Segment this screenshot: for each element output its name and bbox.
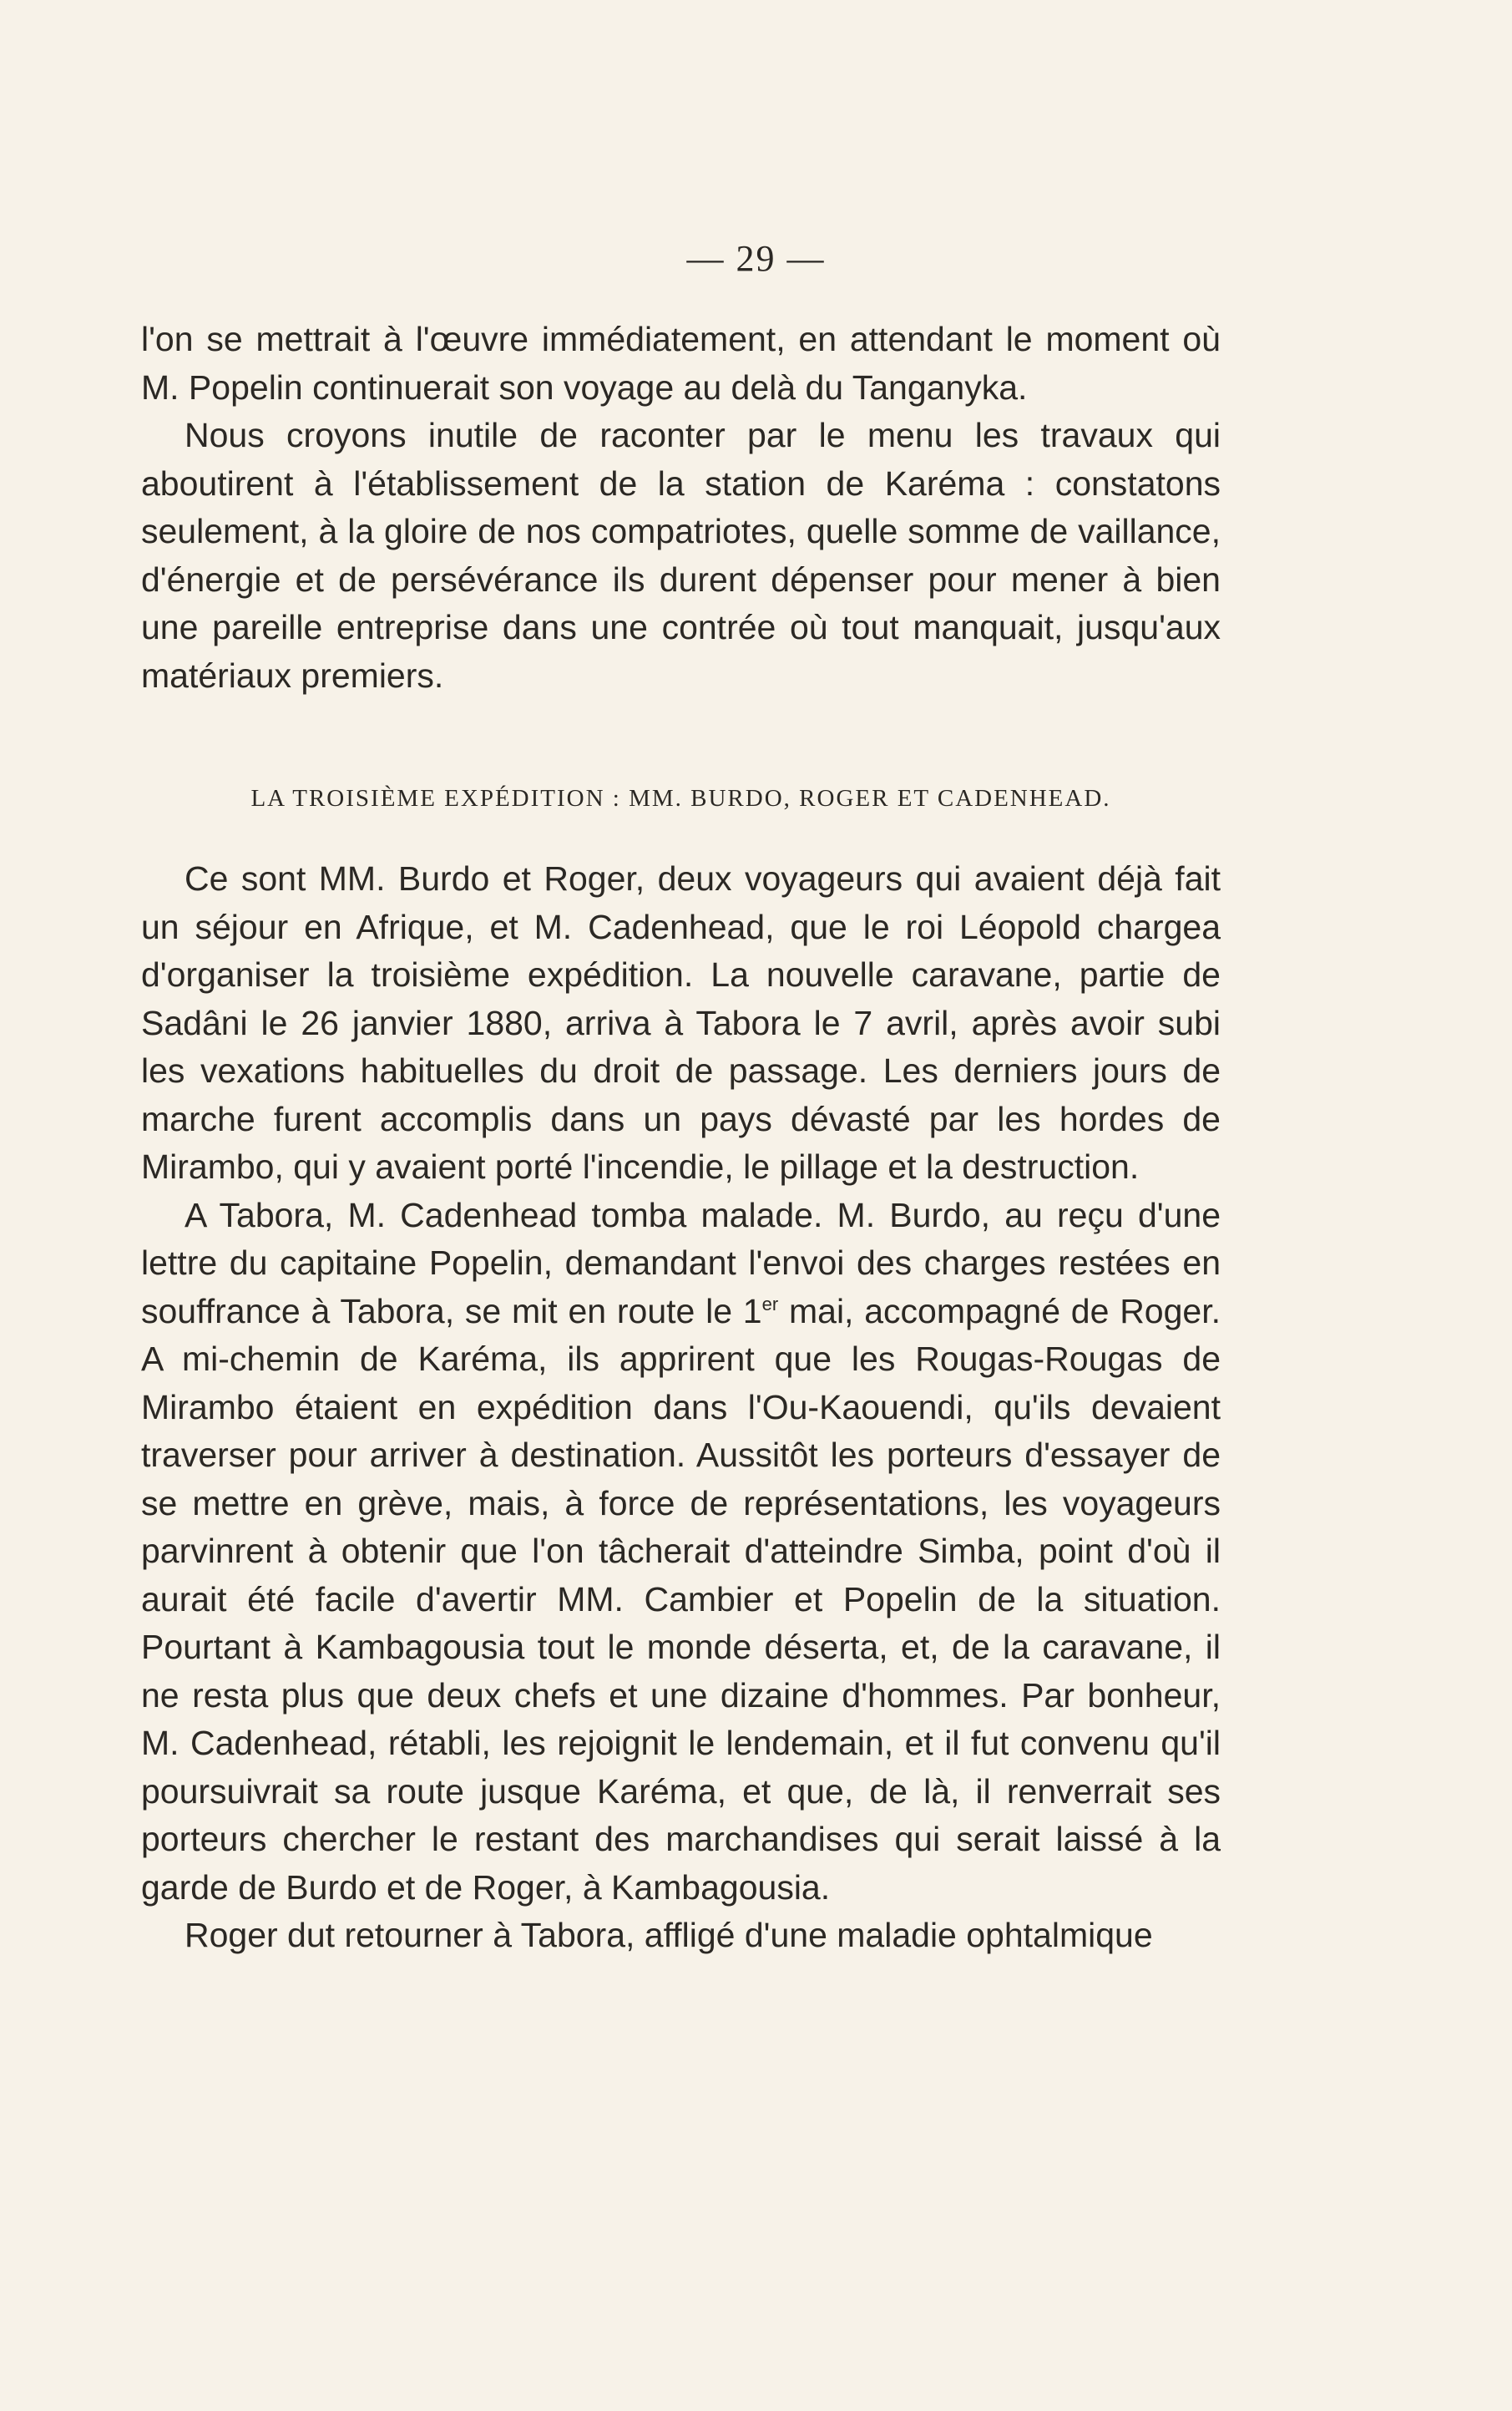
paragraph-tabora-part1: A Tabora, M. Cadenhead tomba malade. M. Burdo, au reçu d'une lettre du capitaine Popelin, demandant l'envoi des charges restées en souffrance à Tabora, se mit en route le 1 bbox=[141, 1195, 1221, 1330]
text-block-bottom bbox=[141, 855, 1221, 1960]
paragraph-tabora-part2: mai, accompagné de Roger. A mi-chemin de Karéma, ils apprirent que les Rougas-Rougas de Mirambo étaient en expédition dans l'Ou-Kaouendi, qu'ils devaient traverser pour arriver à destination. Aussitôt les porteurs d'essayer de se mettre en grève, mais, à force de représentations, les voyageurs parvinrent à obtenir que l'on tâcherait d'atteindre Simba, point d'où il aurait été facile d'avertir MM. Cambier et Popelin de la situation. Pourtant à Kambagousia tout le monde déserta, et, de la caravane, il ne resta plus que deux chefs et une dizaine d'hommes. Par bonheur, M. Cadenhead, rétabli, les rejoignit le lendemain, et il fut convenu qu'il poursuivrait sa route jusque Karéma, et que, de là, il renverrait ses porteurs chercher le restant des marchandises qui serait laissé à la garde de Burdo et de Roger, à Kambagousia. bbox=[141, 1291, 1221, 1907]
paragraph-karema-station: Nous croyons inutile de raconter par le menu les travaux qui aboutirent à l'établissement de la station de Karéma : constatons seulement, à la gloire de nos compatriotes, quelle somme de vaillance, d'énergie et de persévérance ils durent dépenser pour mener à bien une pareille entreprise dans une contrée où tout manquait, jusqu'aux matériaux premiers. bbox=[141, 416, 1221, 695]
text-block-top bbox=[141, 316, 1221, 700]
page-number: — 29 — bbox=[686, 238, 826, 279]
paragraph-tabora bbox=[141, 1192, 1221, 1912]
paragraph-roger-return: Roger dut retourner à Tabora, affligé d'une maladie ophtalmique bbox=[185, 1916, 1153, 1954]
continuation-paragraph: l'on se mettrait à l'œuvre immédiatement, en attendant le moment où M. Popelin continuerait son voyage au delà du Tanganyka. bbox=[141, 320, 1221, 407]
paragraph-third-expedition: Ce sont MM. Burdo et Roger, deux voyageurs qui avaient déjà fait un séjour en Afrique, et M. Cadenhead, que le roi Léopold chargea d'organiser la troisième expédition. La nouvelle caravane, partie de Sadâni le 26 janvier 1880, arriva à Tabora le 7 avril, après avoir subi les vexations habituelles du droit de passage. Les derniers jours de marche furent accomplis dans un pays dévasté par les hordes de Mirambo, qui y avaient porté l'incendie, le pillage et la destruction. bbox=[141, 859, 1221, 1186]
ordinal-superscript: er bbox=[761, 1293, 779, 1314]
section-heading: LA TROISIÈME EXPÉDITION : MM. BURDO, ROGER ET CADENHEAD. bbox=[250, 785, 1111, 812]
